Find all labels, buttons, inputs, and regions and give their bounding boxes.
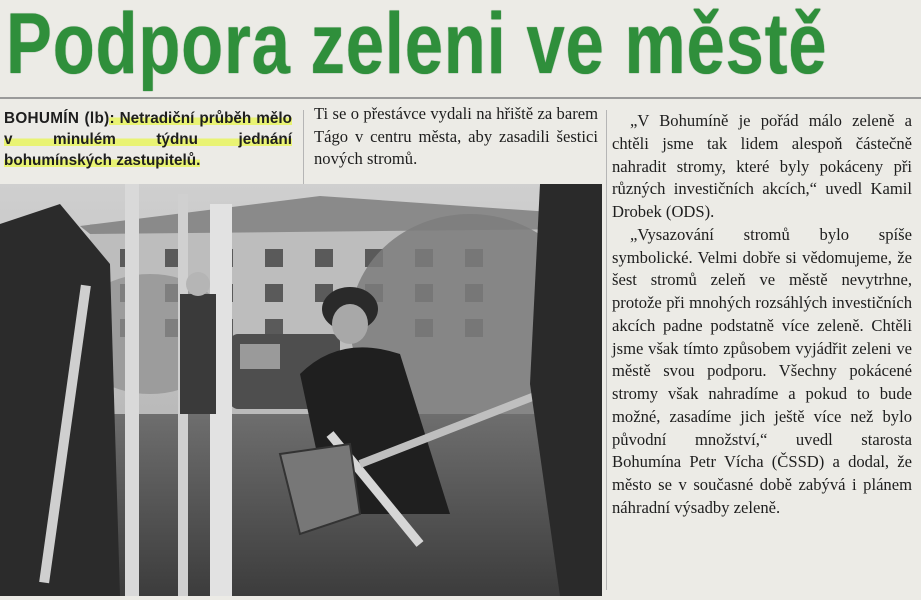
dateline: BOHUMÍN (lb) [4, 110, 110, 127]
middle-column [314, 103, 598, 171]
column-divider [606, 110, 607, 590]
right-column [612, 110, 912, 520]
right-paragraph-1: „V Bohumíně je pořád málo zeleně a chtěli jsme tak lidem alespoň částečně nahradit stromy, které byly pokáceny při různých investičních akcích,“ uvedl Kamil Drobek (ODS). [612, 111, 912, 221]
tree-planting-photo [0, 184, 602, 596]
headline-rule [0, 97, 921, 99]
middle-paragraph: Ti se o přestávce vydali na hřiště za barem Tágo v centru města, aby zasadili šestici nových stromů. [314, 104, 598, 169]
lead-column [4, 108, 292, 171]
right-paragraph-2: „Vysazování stromů bylo spíše symbolické. Velmi dobře si vědomujeme, že šest stromů zeleň ve městě nevytrhne, protože při mnohých rozsáhlých investičních akcích padne podstatně více zeleně. Chtěli jsme však tímto způsobem vyjádřit zeleni ve městě svou podporu. Všechny pokácené stromy však nahradíme a pokud to bude možné, zasadíme jich ještě více než bylo původní množství,“ uvedl starosta Bohumína Petr Vícha (ČSSD) a dodal, že město se v současné době zabývá i plánem náhradní výsadby zeleně. [612, 224, 912, 517]
lead-text: : Netradiční průběh mělo v minulém týdnu jednání bohumínských zastupitelů. [4, 110, 292, 169]
lead-paragraph [4, 108, 292, 171]
headline: Podpora zeleni ve městě [6, 0, 828, 92]
news-photo [0, 184, 602, 596]
